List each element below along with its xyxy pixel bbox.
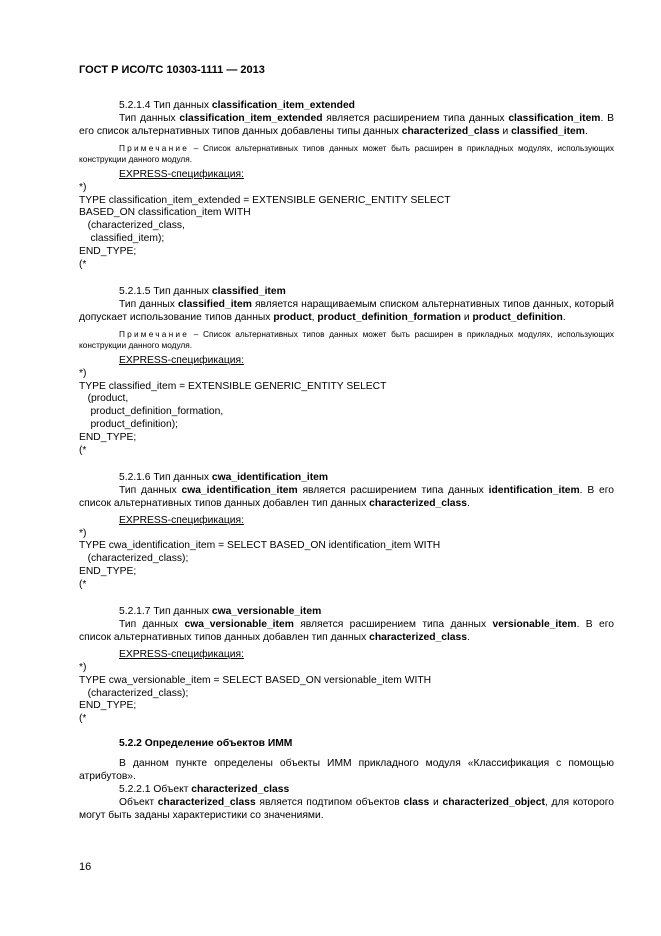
express-spec-label: EXPRESS-спецификация:: [119, 354, 244, 366]
express-code: *) TYPE cwa_identification_item = SELECT BASED_ON identification_item WITH (characterized_class); END_TYPE; (*: [79, 527, 441, 591]
section-heading: 5.2.1.6 Тип данных cwa_identification_item: [119, 471, 329, 483]
section-paragraph: Тип данных cwa_versionable_item является расширением типа данных versionable_item. В его список альтернативных типов данных добавлен тип данных characterized_class.: [79, 619, 615, 643]
section-paragraph: Тип данных classified_item является наращиваемым списком альтернативных типов данных, который допускает использование типов данных product, product_definition_formation и product_definition.: [79, 298, 614, 323]
section-classified-item: [79, 286, 614, 458]
section-heading: 5.2.1.7 Тип данных cwa_versionable_item: [119, 606, 322, 618]
section-paragraph: Тип данных classification_item_extended является расширением типа данных classification_item. В его список альтернативных типов данных добавлены типы данных characterized_class и classified_item.: [79, 112, 614, 137]
note: Примечание – Список альтернативных типов данных может быть расширен в прикладных модулях, использующих конструкции данного модуля.: [79, 142, 614, 164]
page-content: [79, 100, 614, 823]
section-heading: 5.2.2 Определение объектов ИММ: [119, 738, 293, 750]
section-heading: 5.2.1.4 Тип данных classification_item_extended: [119, 100, 355, 111]
page-number: 16: [79, 861, 92, 873]
express-code: *) TYPE classification_item_extended = EXTENSIBLE GENERIC_ENTITY SELECT BASED_ON classification_item WITH (characterized_class, classified_item); END_TYPE; (*: [79, 181, 451, 271]
express-code: *) TYPE classified_item = EXTENSIBLE GENERIC_ENTITY SELECT (product, product_definition_formation, product_definition); END_TYPE; (*: [79, 367, 387, 457]
express-spec-label: EXPRESS-спецификация:: [119, 648, 244, 660]
express-spec-label: EXPRESS-спецификация:: [119, 168, 244, 180]
section-classification-item-extended: [79, 100, 614, 272]
section-cwa-versionable-item: [79, 606, 614, 726]
section-paragraph: Тип данных cwa_identification_item является расширением типа данных identification_item. В его список альтернативных типов данных добавлен тип данных characterized_class.: [79, 484, 614, 509]
subsection-heading: 5.2.2.1 Объект characterized_class: [119, 783, 290, 795]
express-spec-label: EXPRESS-спецификация:: [119, 514, 244, 526]
section-paragraph: Объект characterized_class является подтипом объектов class и characterized_object, для которого могут быть заданы характеристики со значениями.: [79, 796, 614, 821]
page-header: ГОСТ Р ИСО/ТС 10303-1111 — 2013: [79, 64, 265, 76]
note: Примечание – Список альтернативных типов данных может быть расширен в прикладных модулях, использующих конструкции данного модуля.: [79, 328, 614, 350]
section-cwa-identification-item: [79, 472, 614, 592]
express-code: *) TYPE cwa_versionable_item = SELECT BASED_ON versionable_item WITH (characterized_class); END_TYPE; (*: [79, 661, 432, 725]
section-paragraph: В данном пункте определены объекты ИММ прикладного модуля «Классификация с помощью атрибутов».: [79, 758, 614, 783]
section-arm-objects: [79, 738, 614, 822]
section-heading: 5.2.1.5 Тип данных classified_item: [119, 285, 286, 297]
